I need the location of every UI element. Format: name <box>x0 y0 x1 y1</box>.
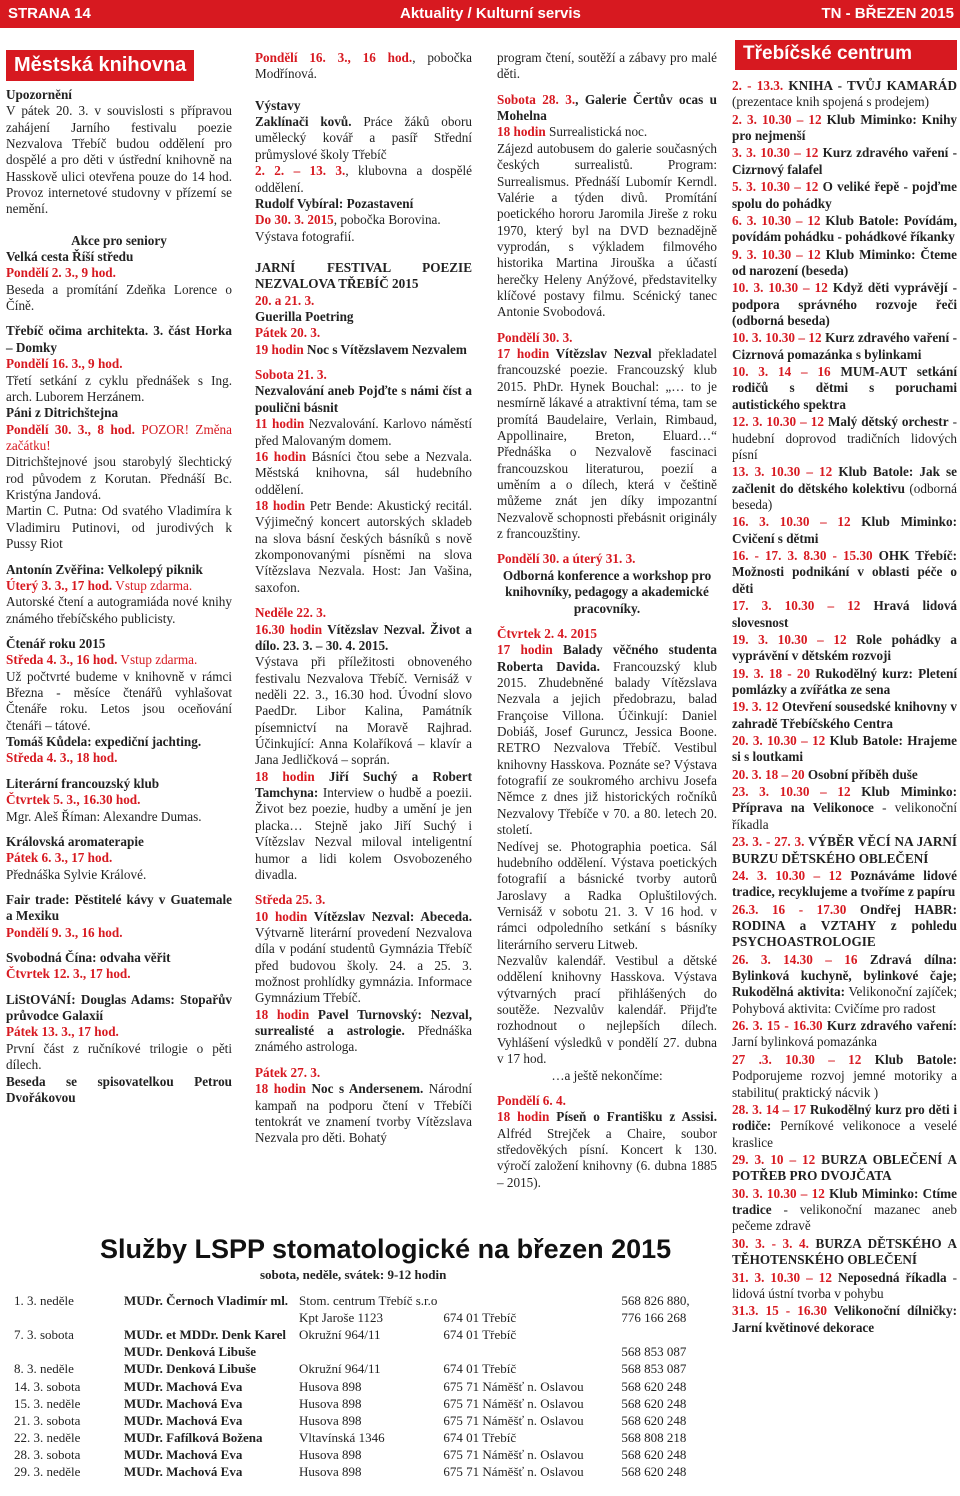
event-date: Čtvrtek 2. 4. 2015 <box>497 625 597 641</box>
centrum-event-title: Otevření sousedské knihovny v zahradě Třebíčského Centra <box>732 699 957 731</box>
centrum-event-date: 16. 3. 10.30 – 12 <box>732 514 851 530</box>
event-text: Národní kampaň na podporu čtení v Třebíči tentokrát ve znamení tvorby Vítězslava Nezvala pro děti. Bohatý <box>255 1081 472 1146</box>
table-cell: MUDr. Denková Libuše <box>124 1361 257 1377</box>
table-cell: 568 853 087 <box>621 1361 687 1377</box>
event-date: Neděle 22. 3. <box>255 605 327 621</box>
event-date: Středa 4. 3., 16 hod. <box>6 652 118 668</box>
table-cell: MUDr. Machová Eva <box>124 1446 243 1462</box>
centrum-event-date: 26. 3. 15 - 16.30 <box>732 1018 823 1034</box>
centrum-event-note: - velikonoční mazanec aneb pečeme zdravě <box>732 1202 957 1234</box>
centrum-event-title: MUM-AUT setkání rodičů s dětmi s poruchami autistického spektra <box>732 364 958 412</box>
centrum-event-date: 10. 3. 10.30 – 12 <box>732 280 828 296</box>
table-cell: MUDr. Machová Eva <box>124 1378 243 1394</box>
centrum-event-title: Klub Batole: Jak se začlenit do dětského kolektivu <box>732 464 957 496</box>
centrum-event-note: Jarní bylinková pomazánka <box>732 1034 878 1050</box>
lspp-subtitle: sobota, neděle, svátek: 9-12 hodin <box>260 1267 447 1282</box>
notice-title: Upozornění <box>6 86 72 102</box>
table-cell: 675 71 Náměšť n. Oslavou <box>443 1378 584 1394</box>
centrum-event-date: 31.3. 15 - 16.30 <box>732 1303 827 1319</box>
event-text: Petr Bende: Akustický recitál. Výjimečný koncert autorských skladeb na slova básní českých básníků s nově zkomponovanými písněmi na slova Vítězslava Nezvala. Host: Jan Vašina, saxofon. <box>255 497 472 595</box>
centrum-event <box>732 1236 957 1269</box>
centrum-event <box>732 414 957 463</box>
table-cell: 568 826 880, <box>621 1293 690 1308</box>
event-text: Přednáška Sylvie Králové. <box>6 866 147 882</box>
table-cell: 568 620 248 <box>621 1464 687 1480</box>
table-cell: 568 853 087 <box>621 1344 687 1360</box>
table-row <box>14 1310 711 1327</box>
table-cell: 568 620 248 <box>621 1395 687 1411</box>
notice-text: V pátek 20. 3. v souvislosti s přípravou zahájení Jarního festivalu poezie Nezvalova Třebíč budou oddělení pro dospělé a pro děti v ústřední knihovně na Hasskově ulici otevřena pouze do 14 hod. Provoz internetové studovny v přízemí se nemění. <box>6 103 232 217</box>
table-cell: 568 620 248 <box>621 1378 687 1394</box>
event-title: Tomáš Kůdela: expediční jachting. <box>6 734 202 750</box>
event-date: Pátek 20. 3. <box>255 325 321 341</box>
centrum-event <box>732 699 957 732</box>
centrum-event <box>732 952 957 1017</box>
table-cell: 675 71 Náměšť n. Oslavou <box>443 1446 584 1462</box>
centrum-event <box>732 733 957 766</box>
event-date: Pondělí 16. 3., 9 hod. <box>6 356 123 372</box>
event-text: Nedívej se. Photographia poetica. Sál hudebního oddělení. Výstava poetických fotografií a básnické tvorby autorů Jaroslavy a Radka Opluštilových. Vernisáž v sobotu 21. 3. V 16 hod. v rámci odpoledního setkání s básníky literárního serveru Litweb. <box>497 838 717 952</box>
centrum-event-date: 31. 3. 10.30 – 12 <box>732 1269 832 1285</box>
centrum-event-title: Rukodělný kurz: Pletení pomlázky a zvířátka ze sena <box>732 665 957 697</box>
event-text: Výtvarně literární provedení Nezvalova díla v podání studentů Gymnázia Třebíč před budovou školy. 24. a 25. 3. možnost prohlídky gymnázia. Informace Gymnázium Třebíč. <box>255 924 472 1006</box>
event-title: Královská aromaterapie <box>6 833 144 849</box>
centrum-event <box>732 666 957 699</box>
centrum-event <box>732 902 957 951</box>
event-text: Martin C. Putna: Od svatého Vladimíra k Vladimiru Putinovi, od jurodivých k Pussy Riot <box>6 503 232 552</box>
event-date: Pondělí 9. 3., 16 hod. <box>6 924 123 940</box>
table-cell: 14. 3. sobota <box>14 1378 81 1394</box>
event-title: Balady věčného studenta Roberta Davida. <box>497 642 717 674</box>
centrum-event-title: Kurz zdravého vaření: <box>822 1018 957 1034</box>
event-time: 18 hodin <box>497 124 546 140</box>
centrum-event <box>732 1186 957 1235</box>
table-cell <box>299 1344 443 1361</box>
centrum-event <box>732 767 957 783</box>
event-note: Vstup zdarma. <box>117 652 198 668</box>
event-text: Zájezd autobusem do galerie současných českých surrealistů. Program: Surrealismus. Přednáší Lubomír Kerndl. Valérie a týden divů. Promítání poetického hororu Jaromila Jireše z roku 1970, který byl na DVD beznadějně vyprodán, s výkladem filmového historika Martina Jirouška a účastí herečky Heleny Anýžové, představitelky klíčové postavy filmu. Scénický tanec Antonie Svobodová. <box>497 140 717 320</box>
centrum-event <box>732 868 957 901</box>
centrum-event <box>732 78 957 111</box>
event-title: , Galerie Čertův ocas u Mohelna <box>497 91 718 124</box>
event-date: Pátek 13. 3., 17 hod. <box>6 1024 119 1040</box>
table-cell: MUDr. Denková Libuše <box>124 1344 257 1360</box>
centrum-event-date: 19. 3. 18 - 20 <box>732 665 811 681</box>
centrum-event-date: 29. 3. 10 – 12 <box>732 1152 816 1167</box>
table-cell: MUDr. Černoch Vladimír ml. <box>124 1293 289 1308</box>
centrum-event <box>732 1303 957 1336</box>
centrum-event <box>732 548 957 597</box>
event-title: Čtenář roku 2015 <box>6 635 106 651</box>
event-text: Nezvalování. Karlovo náměstí před Malovaným domem. <box>255 416 472 448</box>
event-date: Pondělí 30. 3. <box>497 329 573 345</box>
centrum-event <box>732 632 957 665</box>
centrum-event-note: - lidová ústní tvorba v pohybu <box>732 1269 957 1301</box>
table-cell: 21. 3. sobota <box>14 1412 81 1428</box>
table-cell: 29. 3. neděle <box>14 1464 81 1480</box>
centrum-event-date: 10. 3. 14 – 16 <box>732 364 831 380</box>
event-text: Autorské čtení a autogramiáda nové knihy známého třebíčského publicisty. <box>6 594 232 626</box>
event-title: Nezvalování aneb Pojďte s námi číst a poulični básnit <box>255 383 472 415</box>
centrum-event <box>732 280 957 329</box>
event-text: Třetí setkání z cyklu přednášek s Ing. arch. Luborem Herzánem. <box>6 372 232 404</box>
event-text: První část z ručníkové trilogie o pěti dílech. <box>6 1040 232 1073</box>
event-date: Pondělí 16. 3., 16 hod. <box>255 50 413 65</box>
event-title: Zaklínači kovů. <box>255 114 352 130</box>
centrum-event-title: Klub Batole: Hrajeme si s loutkami <box>732 733 957 765</box>
event-text: Beseda a promítání Zdeňka Lorence o Číně. <box>6 281 232 314</box>
centrum-event-title: Kurz zdravého vaření - Cizrnový falafel <box>732 145 958 177</box>
table-cell: 675 71 Náměšť n. Oslavou <box>443 1412 584 1428</box>
centrum-event-title: Rukodělný kurz pro děti i rodiče: <box>732 1101 958 1134</box>
centrum-event-date: 19. 3. 12 <box>732 699 779 715</box>
centrum-event-title: Klub Batole: Povídám, povídám pohádku - pohádkové říkanky <box>732 212 957 245</box>
event-time: 16 hodin <box>255 448 307 464</box>
centrum-event <box>732 1018 957 1051</box>
event-text: , pobočka Modřínová. <box>255 50 472 82</box>
centrum-event-date: 23. 3. - 27. 3. <box>732 834 805 850</box>
centrum-event-date: 2. 3. 10.30 – 12 <box>732 111 822 127</box>
event-text: překladatel francouzské poezie. Francouzský klub 2015. PhDr. Hynek Bouchal: „… to je nesmírně lákavé a atraktivní téma, tam se promítá Baudelaire, Verlain, Rimbaud, Appollinaire, Breton, Eluard…“ Přednáška o Nezvalově fascinaci francouzskou literaturou, poezií a uměním a o dílech, která v češtině můžeme znát jen díky impozantní Nezvalově schopnosti přebásnit originály z francouzštiny. <box>497 346 718 542</box>
centrum-event-title: KNIHA - TVŮJ KAMARÁD <box>783 78 957 93</box>
table-row <box>14 1413 711 1430</box>
table-cell <box>14 1344 124 1361</box>
centrum-event-date: 2. - 13.3. <box>732 78 784 93</box>
centrum-event-title: Klub Miminko: Čteme od narození (beseda) <box>732 246 957 278</box>
section-name: Aktuality / Kulturní servis <box>400 5 581 22</box>
centrum-event-date: 10. 3. 10.30 – 12 <box>732 330 822 346</box>
centrum-event-title: Poznáváme lidové tradice, recyklujeme a tvoříme z papíru <box>732 867 957 900</box>
table-cell: MUDr. Machová Eva <box>124 1464 243 1480</box>
event-title: Vítězslav Nezval: Abeceda. <box>307 908 472 924</box>
event-title: Noc s Andersenem. <box>305 1081 424 1097</box>
centrum-event-note: - velikonoční říkadla <box>732 800 957 832</box>
table-cell: 22. 3. neděle <box>14 1429 81 1445</box>
table-cell: Vltavínská 1346 <box>299 1429 385 1445</box>
event-text: Už počtvrté budeme v knihovně v rámci Března - měsíce čtenářů vyhlašovat Čtenáře roku. Letos jsou oceňování čtenáři – tátové. <box>6 668 232 733</box>
event-date: Čtvrtek 12. 3., 17 hod. <box>6 966 131 982</box>
centrum-event-note: Perníkové velikonoce a veselé kraslice <box>732 1118 957 1150</box>
page-header-bar <box>0 0 960 28</box>
event-title: Pavel Turnovský: Nezval, surrealisté a astrologie. <box>255 1006 472 1039</box>
seniors-heading: Akce pro seniory <box>71 232 167 248</box>
centrum-event <box>732 213 957 246</box>
event-title: Beseda se spisovatelkou Petrou Dvořákovou <box>6 1073 232 1105</box>
event-title: Velká cesta Říší středu <box>6 249 134 265</box>
table-cell: 776 166 268 <box>621 1310 687 1326</box>
event-date: Úterý 3. 3., 17 hod. <box>6 577 113 593</box>
centrum-event <box>732 1270 957 1303</box>
event-date: Čtvrtek 5. 3., 16.30 hod. <box>6 792 141 808</box>
event-date: Středa 4. 3., 18 hod. <box>6 750 118 766</box>
table-cell: MUDr. Fafílková Božena <box>124 1429 263 1445</box>
centrum-event <box>732 1102 957 1151</box>
table-cell: MUDr. Machová Eva <box>124 1412 243 1428</box>
event-text: Práce žáků oboru umělecký kovář a pasíř Střední průmyslové školy Třebíč <box>255 114 472 162</box>
table-cell: 28. 3. sobota <box>14 1446 81 1462</box>
event-title: Fair trade: Pěstitelé kávy v Guatemale a Mexiku <box>6 891 232 924</box>
table-cell: Husova 898 <box>299 1378 362 1394</box>
event-title: Páni z Ditrichštejna <box>6 405 119 421</box>
table-row <box>14 1396 711 1413</box>
table-cell: MUDr. Machová Eva <box>124 1395 243 1411</box>
centrum-event-title: Klub Miminko: Ctíme tradice <box>732 1185 957 1218</box>
centrum-event-date: 19. 3. 10.30 – 12 <box>732 631 847 647</box>
event-title: Rudolf Vybíral: Pozastavení <box>255 195 414 211</box>
table-cell: 675 71 Náměšť n. Oslavou <box>443 1464 584 1480</box>
event-date: Pondělí 6. 4. <box>497 1092 566 1108</box>
centrum-event-date: 30. 3. 10.30 – 12 <box>732 1185 825 1201</box>
centrum-event-date: 17. 3. 10.30 – 12 <box>732 598 861 614</box>
table-row <box>14 1327 711 1344</box>
centrum-event-date: 6. 3. 10.30 – 12 <box>732 212 821 228</box>
column-library <box>6 50 232 1106</box>
table-cell: Husova 898 <box>299 1464 362 1480</box>
table-cell <box>443 1344 621 1361</box>
event-time: 17 hodin <box>497 346 550 362</box>
centrum-event-date: 23. 3. 10.30 – 12 <box>732 784 851 800</box>
column-festival <box>255 50 472 1147</box>
centrum-event-list <box>732 78 957 1336</box>
centrum-event-date: 20. 3. 10.30 – 12 <box>732 733 826 749</box>
centrum-event-note: (odborná beseda) <box>732 480 957 512</box>
event-time: 19 hodin <box>255 341 304 357</box>
column-festival-cont <box>497 50 717 1191</box>
event-time: 18 hodin <box>255 1081 306 1097</box>
centrum-event-title: Velikonoční dílničky: Jarní květinové dekorace <box>732 1303 957 1335</box>
centrum-event-title: Kurz zdravého vaření - Cizrnová pomazánka s bylinkami <box>732 330 958 362</box>
event-place: , klubovna a dospělé oddělení. <box>255 163 472 195</box>
festival-title: JARNÍ FESTIVAL POEZIE NEZVALOVA TŘEBÍČ 2015 <box>255 259 472 292</box>
table-cell: 7. 3. sobota <box>14 1327 74 1343</box>
centrum-event-date: 16. - 17. 3. 8.30 - 15.30 <box>732 548 873 564</box>
centrum-event-title: Zdravá dílna: Bylinková kuchyně, bylinkové čaje; Rukodělná aktivita: <box>732 951 958 1000</box>
event-title: Třebíč očima architekta. 3. část Horka – Domky <box>6 323 232 355</box>
table-cell: 568 808 218 <box>621 1429 687 1445</box>
centrum-event-note: Velikonoční zajíček; Pohybová aktivita: Cvičíme pro radost <box>732 984 957 1016</box>
centrum-event-note: (prezentace knih spojená s prodejem) <box>732 94 929 110</box>
event-text: Francouzský klub 2015. Zhudebněné balady Vítězslava Nezvala a jejich předobrazu, balad Françoise Villona. Účinkují: Daniel Dobiáš, Josef Guruncz, Jessica Boone. RETRO Nezvalova Třebíč. Vestibul knihovny Hasskova. Poznáte se? Výstava fotografií ze soukromého archivu Josefa Němce z dnes již historických ročníků Nezvalovy Třebíče v 70. a 80. letech 20. století. <box>497 658 717 838</box>
centrum-event-title: O veliké řepě - pojďme spolu do pohádky <box>732 179 957 211</box>
page-number: STRANA 14 <box>8 5 91 22</box>
table-cell: Husova 898 <box>299 1412 362 1428</box>
event-time: 11 hodin <box>255 416 305 432</box>
centrum-event-title: Neposedná říkadla <box>831 1269 947 1285</box>
centrum-event <box>732 598 957 631</box>
event-title: Odborná konference a workshop pro knihovníky, pedagogy a akademické pracovníky. <box>502 567 712 616</box>
event-title: Svobodná Čína: odvaha věřit <box>6 950 171 966</box>
event-date: Pátek 27. 3. <box>255 1064 321 1080</box>
centrum-event-title: BURZA OBLEČENÍ A POTŘEB PRO DVOJČATA <box>732 1152 957 1184</box>
event-place: , pobočka Borovina. <box>333 212 441 228</box>
event-date: Středa 25. 3. <box>255 892 326 908</box>
table-cell <box>621 1327 711 1344</box>
table-cell: Kpt Jaroše 1123 <box>299 1310 384 1326</box>
centrum-event <box>732 179 957 212</box>
event-date: Sobota 28. 3. <box>497 91 576 107</box>
centrum-event-date: 26.3. 16 - 17.30 <box>732 901 847 917</box>
centrum-event-note: - hudební doprovod tradičních lidových písní <box>732 414 957 462</box>
centrum-event-title: Klub Miminko: Knihy pro nejmenší <box>732 111 957 144</box>
event-time: 17 hodin <box>497 642 553 658</box>
table-cell: Husova 898 <box>299 1395 362 1411</box>
event-text: Výstava při příležitosti obnoveného festivalu Nezvalova Třebíč. Vernisáž v neděli 22. 3., 16.30 hod. Úvodní slovo PaedDr. Libor Kalina, Památník písemnictví na Moravě Rajhrad. Účinkující: Anna Kolaříková – klavír a Jana Jedličková – soprán. <box>255 654 472 768</box>
centrum-event-date: 9. 3. 10.30 – 12 <box>732 246 821 262</box>
centrum-event <box>732 464 957 513</box>
event-date: Pondělí 30. a úterý 31. 3. <box>497 551 636 567</box>
centrum-event-title: BURZA DĚTSKÉHO A TĚHOTENSKÉHO OBLEČENÍ <box>732 1235 957 1268</box>
event-title: Literární francouzský klub <box>6 775 160 791</box>
centrum-event <box>732 364 957 413</box>
event-date: Sobota 21. 3. <box>255 367 327 383</box>
centrum-event <box>732 514 957 547</box>
table-cell <box>124 1310 299 1327</box>
centrum-event-date: 24. 3. 10.30 – 12 <box>732 867 842 883</box>
event-title: Vítězslav Nezval. Život a dílo. 23. 3. – 30. 4. 2015. <box>255 621 472 653</box>
table-cell: 8. 3. neděle <box>14 1361 74 1377</box>
table-cell: 674 01 Třebíč <box>443 1429 517 1445</box>
event-time: 18 hodin <box>255 1006 310 1022</box>
table-cell <box>443 1293 621 1310</box>
event-text: Mgr. Aleš Říman: Alexandre Dumas. <box>6 808 202 824</box>
centrum-event-date: 26. 3. 14.30 – 16 <box>732 951 858 967</box>
table-cell: 1. 3. neděle <box>14 1293 74 1308</box>
event-text: Noc s Vítězslavem Nezvalem <box>303 341 467 357</box>
column-centrum <box>732 78 957 1337</box>
event-text: Ditrichštejnové jsou starobylý šlechtický rod původem z Korutan. Přednáší Bc. Kristýna Jandová. <box>6 454 232 503</box>
table-row <box>14 1447 711 1464</box>
centrum-event-date: 30. 3. - 3. 4. <box>732 1235 809 1251</box>
event-text: Nezvalův kalendář. Vestibul a dětské oddělení knihovny Hasskova. Výstava výtvarných prací přihlášených do soutěže. Nezvalův kalendář. Přijďte rozhodnout o nejlepších dílech. Vyhlášení výsledků v pondělí 27. dubna v 17 hod. <box>497 953 717 1067</box>
event-date: Pátek 6. 3., 17 hod. <box>6 850 113 866</box>
event-text: Interview o hudbě a poezii. Život bez poezie, hudby a umění je jen placka… Stejně jako Jiří Suchý i Vítězslav Nezval miloval inteligentní humor a lidi kolem Osvobozeného divadla. <box>255 785 472 882</box>
event-title: Antonín Zvěřina: Velkolepý piknik <box>6 561 203 577</box>
event-date: 2. 2. – 13. 3. <box>255 163 346 179</box>
centrum-event-title: Role pohádky a vyprávění v dětském rozvoji <box>732 631 957 664</box>
table-cell: 15. 3. neděle <box>14 1395 81 1411</box>
table-row <box>14 1361 711 1378</box>
centrum-event-title: Klub Miminko: Příprava na Velikonoce <box>732 784 957 816</box>
event-date: Pondělí 30. 3., 8 hod. <box>6 421 135 437</box>
event-title: Jiří Suchý a Robert Tamchyna: <box>255 768 472 801</box>
event-note: POZOR! Změna začátku! <box>6 421 232 453</box>
centrum-event-date: 5. 3. 10.30 – 12 <box>732 179 819 195</box>
table-row <box>14 1344 711 1361</box>
centrum-event-date: 20. 3. 18 – 20 <box>732 766 805 782</box>
exhibitions-heading: Výstavy <box>255 97 301 113</box>
event-time: 18 hodin <box>255 768 315 784</box>
table-cell: Okružní 964/11 <box>299 1327 381 1343</box>
centrum-event-title: Klub Miminko: Cvičení s dětmi <box>732 514 957 546</box>
event-title: Vítězslav Nezval <box>549 346 652 362</box>
table-row <box>14 1464 711 1481</box>
section-title-centrum: Třebíčské centrum <box>735 40 957 70</box>
centrum-event-title: VÝBĚR VĚCÍ NA JARNÍ BURZU DĚTSKÉHO OBLEČENÍ <box>732 834 957 866</box>
lspp-title: Služby LSPP stomatologické na březen 2015 <box>100 1234 672 1264</box>
lspp-table <box>14 1293 711 1481</box>
table-row <box>14 1293 711 1310</box>
centrum-event-note: Podporujeme rozvoj jemné motoriky a stabilitu( praktický nácvik ) <box>732 1068 957 1100</box>
centrum-event-title: Malý dětský orchestr <box>823 414 949 430</box>
centrum-event-date: 27 .3. 10.30 – 12 <box>732 1051 862 1067</box>
centrum-event-date: 3. 3. 10.30 – 12 <box>732 145 819 161</box>
table-cell: 568 620 248 <box>621 1412 687 1428</box>
event-date: Do 30. 3. 2015 <box>255 212 334 228</box>
event-text: Alfréd Strejček a Chaire, soubor středověkých písní. Koncert k 130. výročí založení knihovny (6. dubna 1885 – 2015). <box>497 1125 717 1190</box>
table-cell: 674 01 Třebíč <box>443 1310 517 1326</box>
event-time: 16.30 hodin <box>255 621 323 637</box>
centrum-event <box>732 1052 957 1101</box>
event-text: Přednáška známého astrologa. <box>255 1023 473 1055</box>
issue-name: TN - BŘEZEN 2015 <box>821 5 954 22</box>
event-note: Vstup zdarma. <box>112 577 193 593</box>
event-text: program čtení, soutěží a zábavy pro malé děti. <box>497 50 717 82</box>
centrum-event-title: OHK Třebíč: Možnosti podnikání v oblasti péče o děti <box>732 548 957 596</box>
table-cell: MUDr. et MDDr. Denk Karel <box>124 1327 286 1343</box>
event-text: Básníci čtou sebe a Nezvala. Městská knihovna, sál hudebního oddělení. <box>255 448 473 497</box>
centrum-event-title: Osobní příběh duše <box>804 766 918 782</box>
section-title-library: Městská knihovna <box>6 50 194 81</box>
event-time: 10 hodin <box>255 908 308 924</box>
table-cell: 674 01 Třebíč <box>443 1361 517 1377</box>
centrum-event-title: Ondřej HABR: RODINA a VZTAHY z pohledu PSYCHOASTROLOGIE <box>732 901 957 950</box>
centrum-event-date: 12. 3. 10.30 – 12 <box>732 414 824 430</box>
centrum-event <box>732 1152 957 1185</box>
centrum-event-title: Hravá lidová slovesnost <box>732 598 958 630</box>
table-cell: Husova 898 <box>299 1446 362 1462</box>
table-cell: 675 71 Náměšť n. Oslavou <box>443 1395 584 1411</box>
centrum-event-date: 13. 3. 10.30 – 12 <box>732 464 833 480</box>
event-text: Surrealistická noc. <box>545 124 648 140</box>
event-date: Pondělí 2. 3., 9 hod. <box>6 265 116 281</box>
table-cell: 568 620 248 <box>621 1446 687 1462</box>
table-cell: Okružní 964/11 <box>299 1361 381 1377</box>
centrum-event <box>732 784 957 833</box>
centrum-event <box>732 330 957 363</box>
centrum-event <box>732 834 957 867</box>
event-text: Výstava fotografií. <box>255 228 355 244</box>
event-title: LiStOVáNÍ: Douglas Adams: Stopařův průvodce Galaxií <box>6 991 232 1024</box>
festival-dates: 20. a 21. 3. <box>255 292 315 308</box>
table-row <box>14 1430 711 1447</box>
centrum-event <box>732 247 957 280</box>
event-time: 18 hodin <box>255 497 306 513</box>
table-cell: 674 01 Třebíč <box>443 1327 517 1343</box>
centrum-event-title: Když děti vyprávějí - podpora správného rozvoje řeči (odborná beseda) <box>732 280 957 329</box>
centrum-event <box>732 145 957 178</box>
more-events-note: …a ještě nekončíme: <box>551 1067 663 1083</box>
table-cell <box>14 1310 124 1327</box>
table-cell: Stom. centrum Třebíč s.r.o <box>299 1293 438 1308</box>
event-title: Guerilla Poetring <box>255 309 354 325</box>
centrum-event-date: 28. 3. 14 – 17 <box>732 1101 807 1117</box>
centrum-event <box>732 112 957 145</box>
table-row <box>14 1379 711 1396</box>
event-title: Píseň o Františku z Assisi. <box>549 1109 717 1125</box>
centrum-event-title: Klub Batole: <box>861 1051 957 1067</box>
event-time: 18 hodin <box>497 1109 550 1125</box>
